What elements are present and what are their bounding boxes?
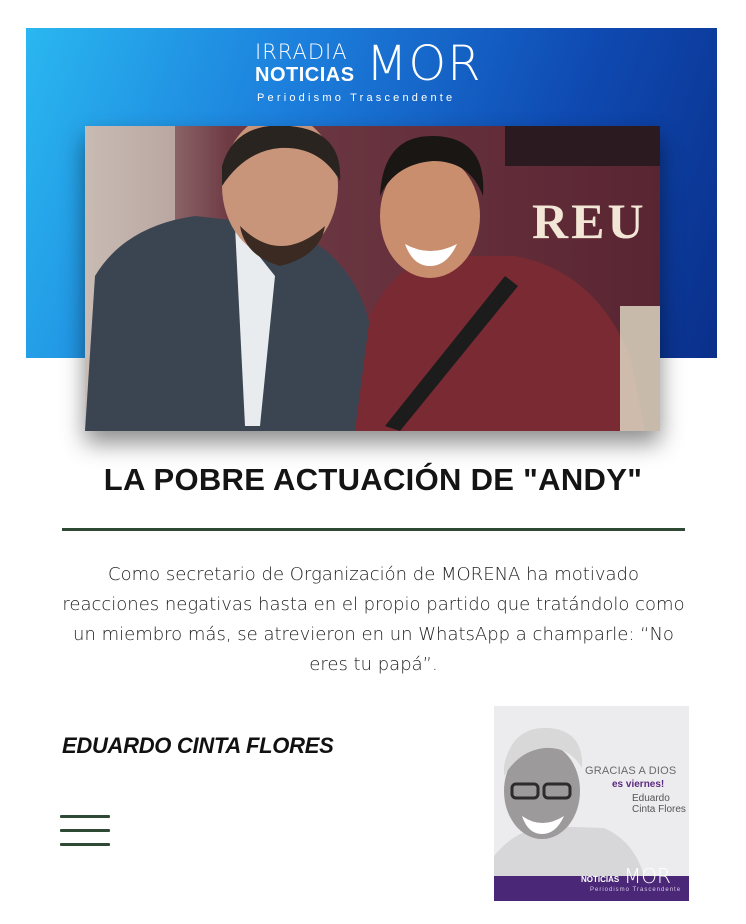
menu-bar [60,829,110,832]
columnist-card[interactable] [494,706,689,901]
hero-photo-illustration [85,126,660,431]
logo-tagline: Periodismo Trascendente [257,92,456,104]
logo-mark-mor: MOR [366,36,482,92]
card-subheading: es viernes! [612,779,665,790]
title-divider [62,528,685,531]
card-columnist: Eduardo Cinta Flores [632,793,686,815]
article-lead: Como secretario de Organización de MORENA ha motivado reacciones negativas hasta en el propio partido que tratándolo como un miembro más, se atrevieron en un WhatsApp a champarle: “No eres tu papá”. [62,564,685,675]
author-name[interactable]: EDUARDO CINTA FLORES [62,733,334,758]
article-hero-photo [85,126,660,431]
article-title[interactable]: LA POBRE ACTUACIÓN DE "ANDY" [103,462,643,497]
logo-line-noticias: NOTICIAS [255,64,355,86]
card-brand-small: NOTICIAS [581,875,620,884]
hamburger-menu-icon[interactable] [60,813,112,847]
site-logo[interactable] [253,36,503,106]
card-brand-tagline: Periodismo Trascendente [590,887,682,893]
menu-bar [60,843,110,846]
card-brand-mark: MOR [624,864,671,888]
menu-bar [60,815,110,818]
sign-text: REU [532,193,647,249]
card-heading: GRACIAS A DIOS [585,765,677,777]
logo-line-irradia: IRRADIA [255,40,348,64]
